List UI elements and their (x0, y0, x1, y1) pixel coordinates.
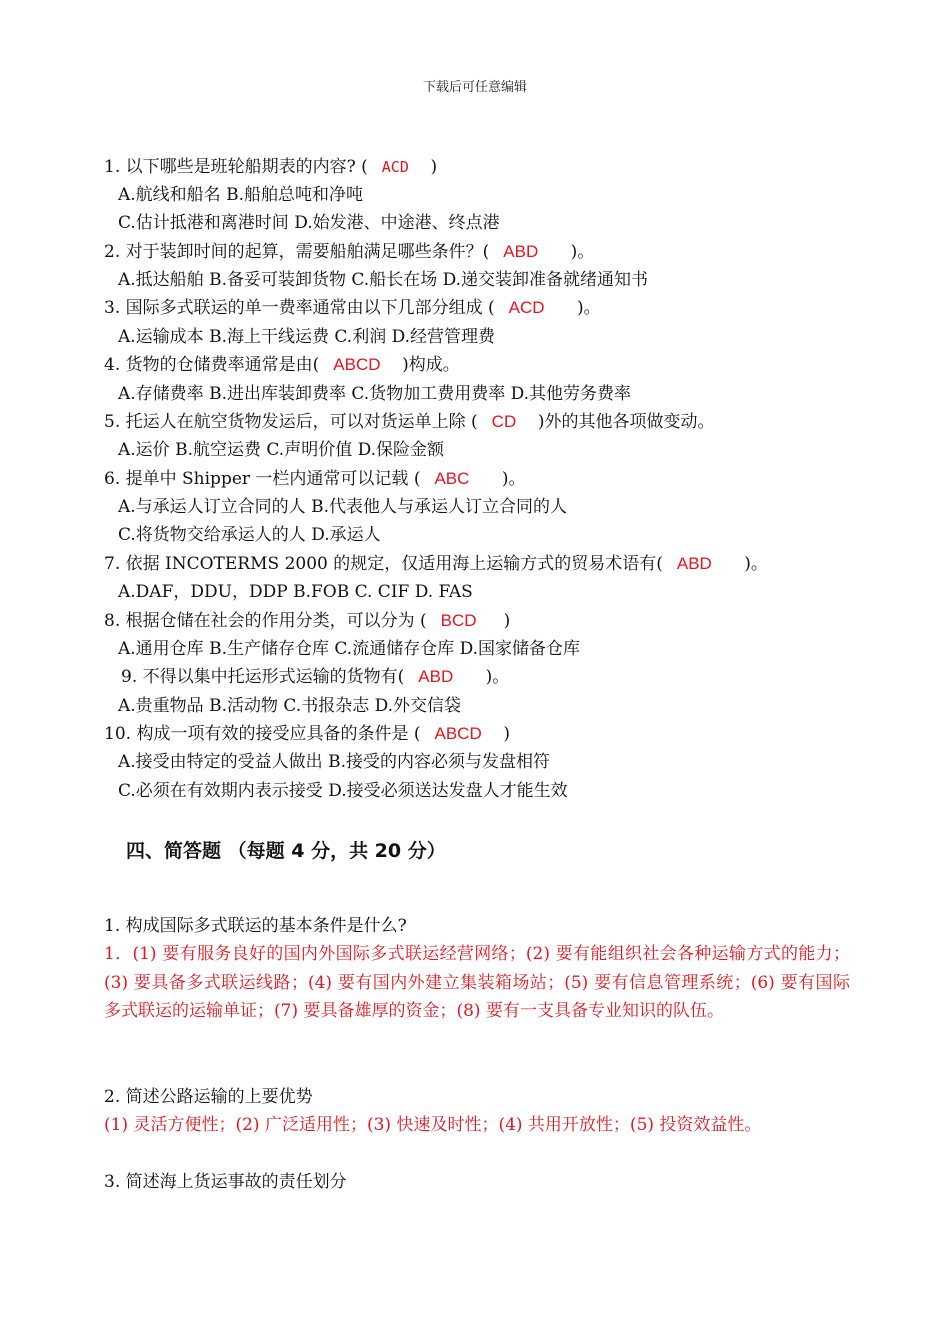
question-prompt: 6. 提单中 Shipper 一栏内通常可以记载 ( (104, 469, 421, 489)
answer-choice: ACD (508, 298, 545, 317)
question-prompt: 5. 托运人在航空货物发运后，可以对货运单上除 ( (104, 412, 478, 432)
question-suffix: )。 (744, 554, 768, 574)
option-line: C.估计抵港和离港时间 D.始发港、中途港、终点港 (118, 213, 500, 233)
question-7 (104, 553, 768, 575)
question-prompt: 1. 以下哪些是班轮船期表的内容? ( (104, 157, 368, 177)
question-suffix: )构成。 (402, 355, 460, 375)
question-10 (104, 723, 510, 745)
question-suffix: )。 (577, 298, 601, 318)
question-suffix: ) (503, 611, 511, 631)
answer-choice: ABD (418, 667, 454, 686)
question-prompt: 2. 对于装卸时间的起算，需要船舶满足哪些条件？( (104, 242, 490, 262)
question-prompt: 10. 构成一项有效的接受应具备的条件是 ( (104, 724, 421, 744)
answer-choice: BCD (440, 611, 477, 630)
question-prompt: 3. 国际多式联运的单一费率通常由以下几部分组成 ( (104, 298, 495, 318)
answer-choice: ACD (381, 158, 409, 176)
question-suffix: ) (430, 157, 438, 177)
option-line: A.接受由特定的受益人做出 B.接受的内容必须与发盘相符 (118, 752, 550, 772)
question-prompt: 8. 根据仓储在社会的作用分类，可以分为 ( (104, 611, 427, 631)
question-2 (104, 241, 594, 263)
question-suffix: ) (503, 724, 510, 744)
answer-choice: ABD (676, 554, 712, 573)
section-title: 四、简答题 （每题 4 分，共 20 分） (126, 840, 446, 862)
option-line: A.DAF，DDU，DDP B.FOB C. CIF D. FAS (118, 582, 473, 602)
option-line: C.将货物交给承运人的人 D.承运人 (118, 525, 381, 545)
question-9 (121, 666, 509, 688)
option-line: A.通用仓库 B.生产储存仓库 C.流通储存仓库 D.国家储备仓库 (118, 639, 581, 659)
answer-choice: ABC (434, 469, 470, 488)
question-suffix: )外的其他各项做变动。 (537, 412, 715, 432)
question-suffix: )。 (485, 667, 510, 687)
option-line: A.运输成本 B.海上干线运费 C.利润 D.经营管理费 (118, 327, 496, 347)
option-line: A.运价 B.航空运费 C.声明价值 D.保险金额 (118, 440, 445, 460)
answer-choice: ABCD (333, 355, 381, 374)
short-question: 2. 简述公路运输的上要优势 (104, 1087, 313, 1107)
page-header: 下载后可任意编辑 (422, 80, 527, 95)
short-question: 1. 构成国际多式联运的基本条件是什么? (104, 916, 407, 936)
answer-choice: CD (491, 412, 517, 431)
option-line: A.抵达船舶 B.备妥可装卸货物 C.船长在场 D.递交装卸准备就绪通知书 (118, 270, 649, 290)
answer-choice: ABCD (434, 724, 482, 743)
question-suffix: )。 (570, 242, 595, 262)
option-line: A.航线和船名 B.船舶总吨和净吨 (118, 185, 363, 205)
question-5 (104, 411, 715, 433)
question-3 (104, 297, 601, 319)
short-question: 3. 简述海上货运事故的责任划分 (104, 1172, 347, 1192)
question-suffix: )。 (501, 469, 526, 489)
answer-choice: ABD (503, 242, 539, 261)
question-8 (104, 610, 510, 632)
option-line: C.必须在有效期内表示接受 D.接受必须送达发盘人才能生效 (118, 781, 568, 801)
option-line: A.存储费率 B.进出库装卸费率 C.货物加工费用费率 D.其他劳务费率 (118, 384, 632, 404)
short-answer: 1．(1) 要有服务良好的国内外国际多式联运经营网络；(2) 要有能组织社会各种运输方式的能力；(3) 要具备多式联运线路；(4) 要有国内外建立集装箱场站；(5) 要有信息管理系统；(6) 要有国际多式联运的运输单证；(7) 要具备雄厚的资金；(8) 要有一支具备专业知识的队伍。 (104, 944, 850, 1021)
question-prompt: 7. 依据 INCOTERMS 2000 的规定，仅适用海上运输方式的贸易术语有( (104, 554, 663, 574)
question-prompt: 9. 不得以集中托运形式运输的货物有( (121, 667, 405, 687)
short-answer: (1) 灵活方便性；(2) 广泛适用性；(3) 快速及时性；(4) 共用开放性；(5) 投资效益性。 (104, 1115, 762, 1135)
option-line: A.与承运人订立合同的人 B.代表他人与承运人订立合同的人 (118, 497, 567, 517)
question-1 (104, 156, 437, 178)
question-prompt: 4. 货物的仓储费率通常是由( (104, 355, 320, 375)
question-6 (104, 468, 526, 490)
option-line: A.贵重物品 B.活动物 C.书报杂志 D.外交信袋 (118, 696, 462, 716)
question-4 (104, 354, 460, 376)
